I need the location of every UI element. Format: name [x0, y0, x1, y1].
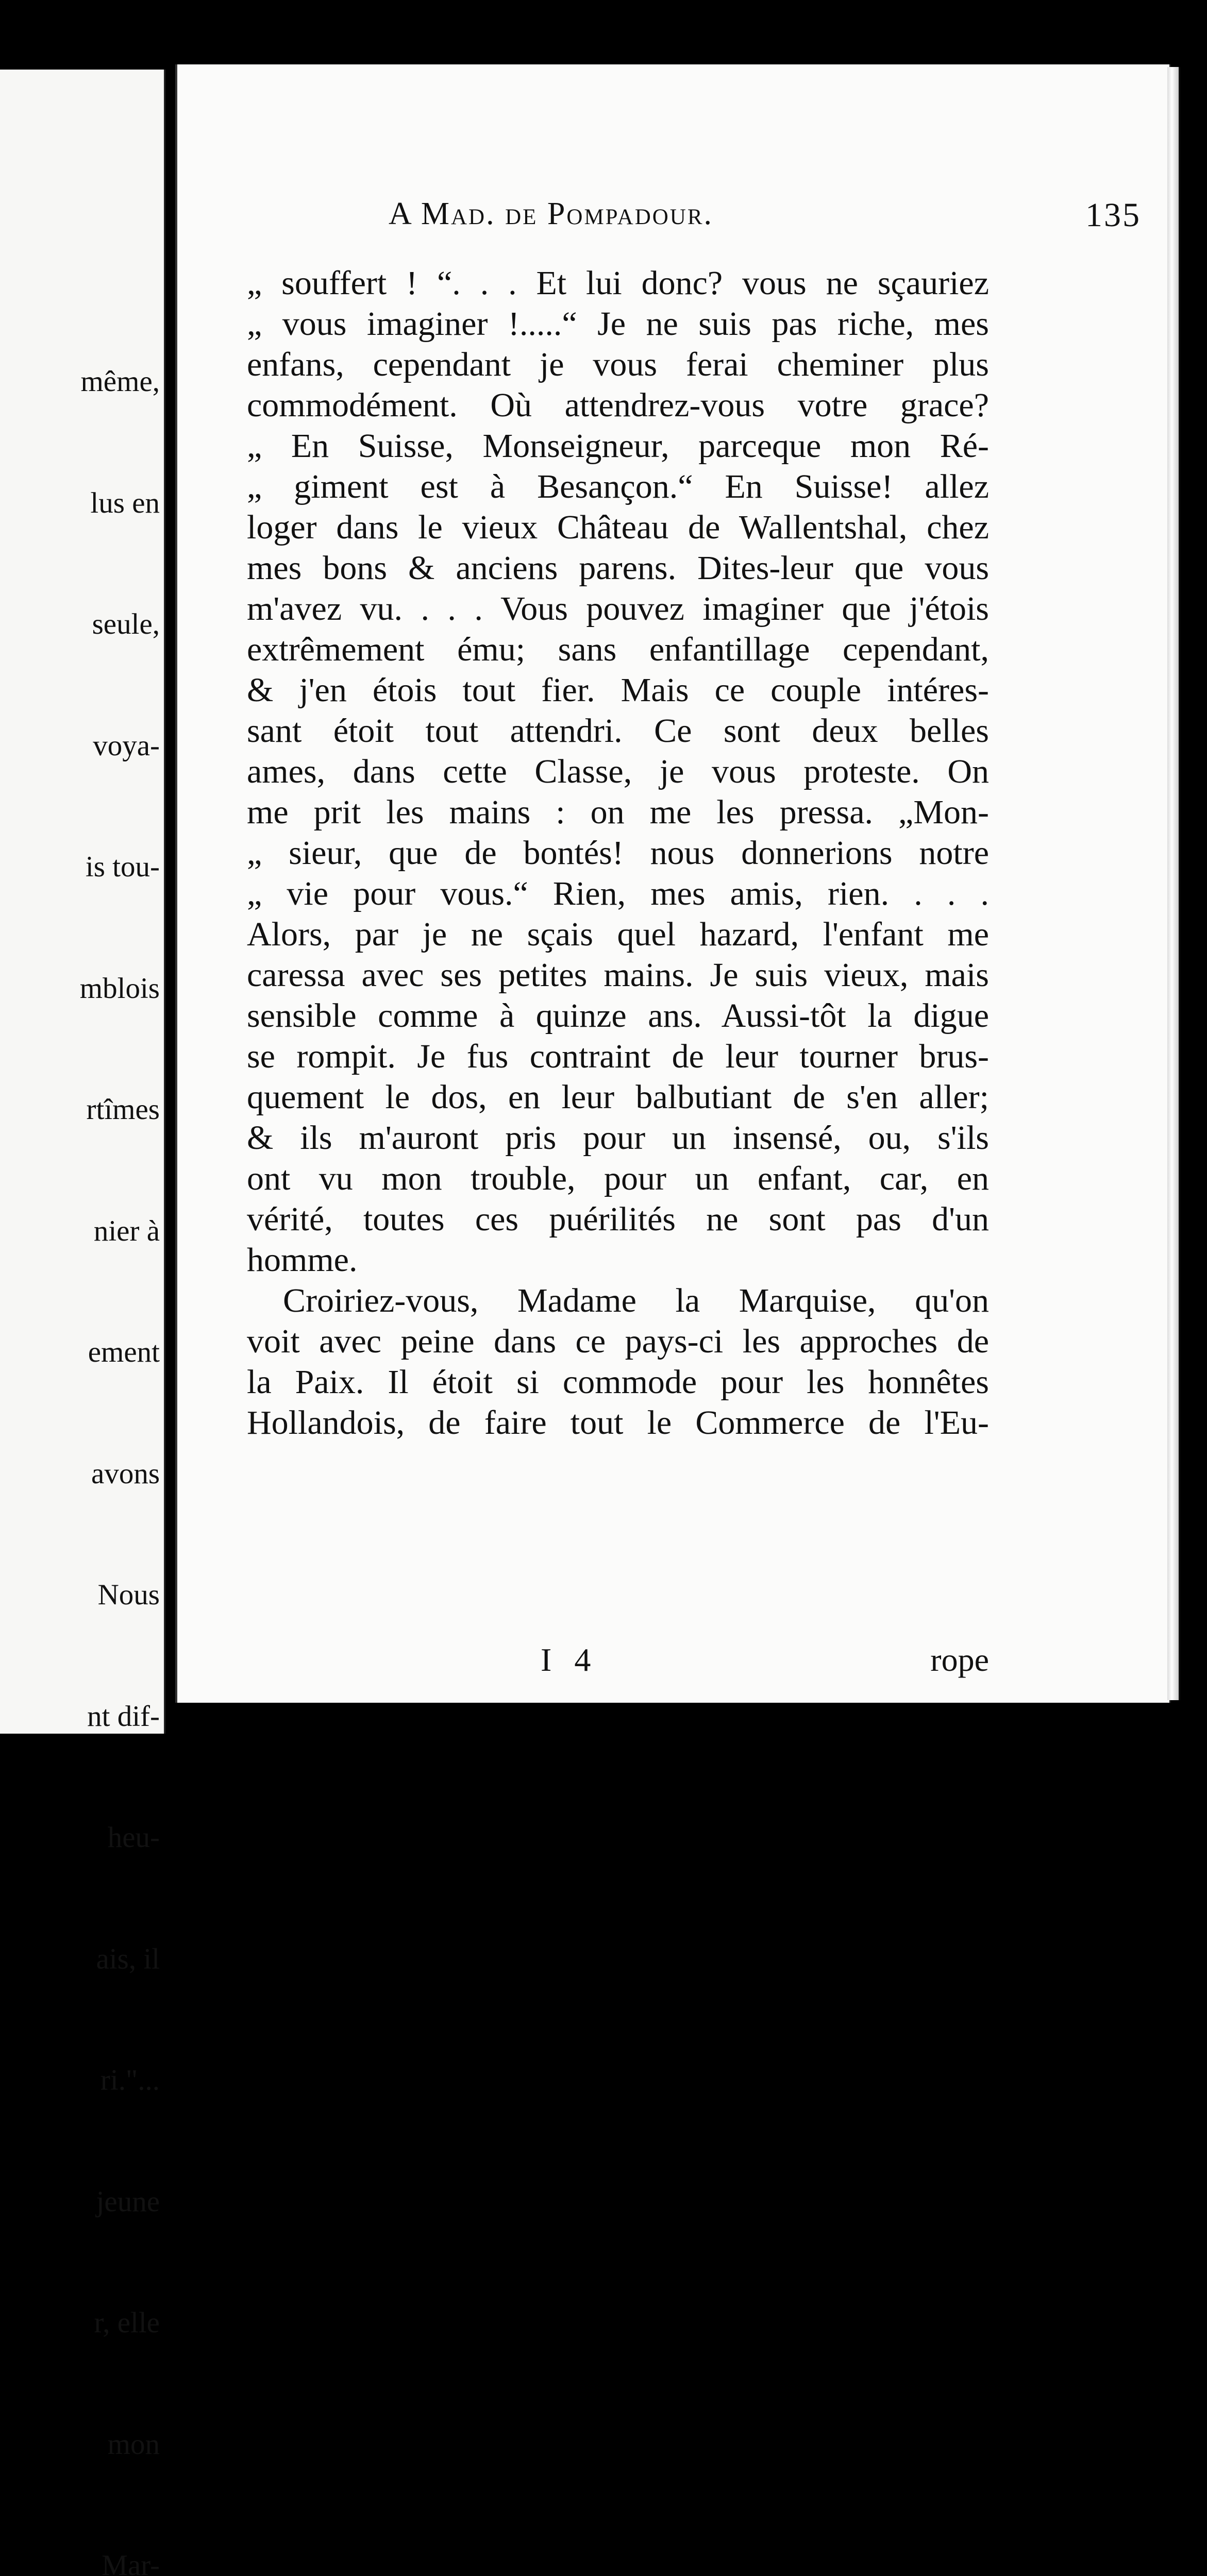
- left-line: nier à: [93, 1214, 160, 1247]
- text-line: quement le dos, en leur balbutiant de s'en aller;: [247, 1078, 989, 1116]
- text-line: loger dans le vieux Château de Wallentshal, chez: [247, 509, 989, 546]
- left-line: Nous: [97, 1579, 160, 1611]
- text-line: extrêmement ému; sans enfantillage cependant,: [247, 631, 989, 668]
- text-line: & ils m'auront pris pour un insensé, ou, s'ils: [247, 1119, 989, 1157]
- catchword: rope: [930, 1641, 989, 1678]
- text-line: la Paix. Il étoit si commode pour les honnêtes: [247, 1363, 989, 1401]
- text-line: „ vie pour vous.“ Rien, mes amis, rien. . . .: [247, 875, 989, 912]
- left-page-text: [80, 281, 160, 2576]
- left-page: [0, 70, 165, 2576]
- text-line: commodément. Où attendrez-vous votre grace?: [247, 386, 989, 424]
- left-line: ement: [88, 1336, 160, 1368]
- left-line: voya-: [93, 729, 160, 762]
- left-line: seule,: [92, 608, 160, 640]
- text-line: voit avec peine dans ce pays-ci les approches de: [247, 1323, 989, 1360]
- left-line: mblois: [79, 972, 160, 1005]
- text-line: ames, dans cette Classe, je vous proteste. On: [247, 753, 989, 790]
- page-edge: [1167, 67, 1180, 1700]
- text-line: Croiriez-vous, Madame la Marquise, qu'on: [283, 1282, 989, 1319]
- text-line: homme.: [247, 1241, 358, 1279]
- left-line: r, elle: [94, 2307, 160, 2339]
- right-page: [175, 64, 1171, 1703]
- text-line: me prit les mains : on me les pressa. „Mon-: [247, 793, 989, 831]
- left-line: lus en: [90, 486, 160, 519]
- left-line: jeune: [96, 2185, 160, 2218]
- left-line: même,: [80, 365, 160, 398]
- text-line: „ souffert ! “. . . Et lui donc? vous ne sçauriez: [247, 264, 989, 302]
- body-text: [247, 263, 989, 1443]
- header-title: A Mad. de Pompadour.: [389, 196, 714, 231]
- text-line: „ giment est à Besançon.“ En Suisse! allez: [247, 468, 989, 505]
- left-line: Mar-: [102, 2549, 160, 2576]
- text-line: „ En Suisse, Monseigneur, parceque mon Ré-: [247, 427, 989, 465]
- text-line: „ vous imaginer !.....“ Je ne suis pas riche, mes: [247, 305, 989, 343]
- text-line: mes bons & anciens parens. Dites-leur que vous: [247, 549, 989, 587]
- signature-mark: I 4: [541, 1641, 598, 1678]
- text-line: sensible comme à quinze ans. Aussi-tôt la digue: [247, 997, 989, 1035]
- left-line: ais, il: [96, 1942, 160, 1975]
- text-line: m'avez vu. . . . Vous pouvez imaginer que j'étois: [247, 590, 989, 628]
- left-line: ri."...: [100, 2064, 160, 2096]
- text-line: sant étoit tout attendri. Ce sont deux belles: [247, 712, 989, 750]
- left-line: rtîmes: [86, 1093, 160, 1126]
- left-line: mon: [107, 2428, 160, 2461]
- text-line: caressa avec ses petites mains. Je suis vieux, mais: [247, 956, 989, 994]
- left-line: avons: [91, 1457, 160, 1490]
- text-line: vérité, toutes ces puérilités ne sont pas d'un: [247, 1200, 989, 1238]
- left-line: nt dif-: [87, 1700, 160, 1733]
- text-line: „ sieur, que de bontés! nous donnerions notre: [247, 834, 989, 872]
- text-line: se rompit. Je fus contraint de leur tourner brus-: [247, 1038, 989, 1075]
- text-line: ont vu mon trouble, pour un enfant, car, en: [247, 1160, 989, 1197]
- text-line: Hollandois, de faire tout le Commerce de l'Eu-: [247, 1404, 989, 1442]
- page-footer: [247, 1641, 989, 1682]
- text-line: Alors, par je ne sçais quel hazard, l'enfant me: [247, 916, 989, 953]
- page-number: 135: [1085, 196, 1141, 234]
- text-line: enfans, cependant je vous ferai cheminer plus: [247, 346, 989, 383]
- text-line: & j'en étois tout fier. Mais ce couple intéres-: [247, 671, 989, 709]
- left-line: heu-: [107, 1821, 160, 1854]
- left-line: is tou-: [85, 851, 160, 883]
